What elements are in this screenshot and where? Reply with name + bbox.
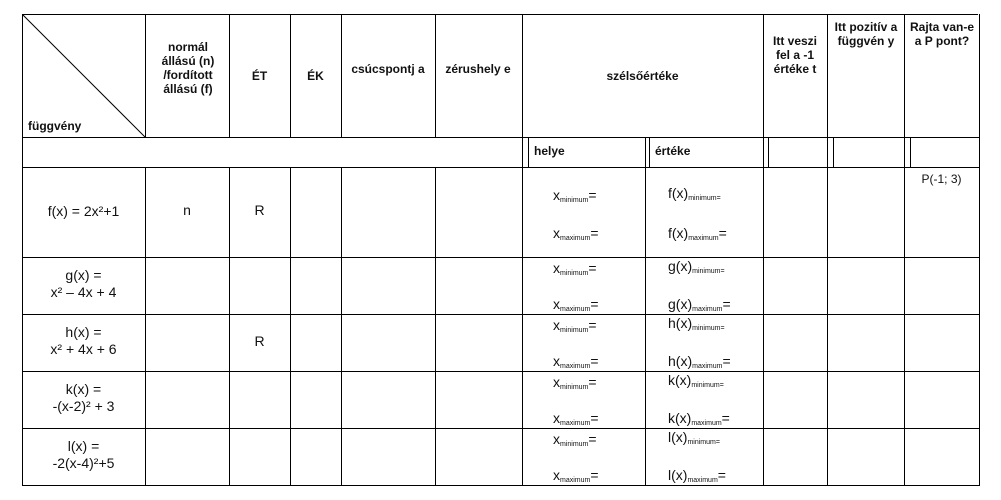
header-minus-one: Itt veszi fel a -1 értéke t [772, 34, 817, 76]
body-line-7 [645, 167, 646, 485]
row-3-f-maximum: $h(x)_{maximum}=$ [668, 353, 731, 370]
sub-line-1 [522, 137, 523, 167]
row-1-f-maximum: $f(x)_{maximum}=$ [668, 225, 727, 242]
row-3-et: R [254, 332, 265, 349]
body-line-3 [290, 167, 291, 485]
row-1-et: R [254, 202, 265, 218]
header-ek: ÉK [307, 69, 324, 83]
row-5-formula-line1: l(x) = [67, 438, 100, 454]
row-5-x-minimum: $x_{minimum}=$ [553, 431, 597, 448]
header-p-pont: Rajta van-e a P pont? [909, 20, 975, 48]
row-1-x-minimum: $x_{minimum}=$ [553, 187, 597, 204]
header-fuggveny: függvény [28, 119, 82, 133]
row-4-f-minimum: $k(x)_{minimum=}$ [668, 372, 724, 389]
row-2-f-minimum: $g(x)_{minimum=}$ [668, 258, 725, 275]
row-1-p-value: P(-1; 3) [921, 172, 962, 186]
body-line-4 [341, 167, 342, 485]
header-divider [22, 137, 980, 138]
row-3-x-minimum: $x_{minimum}=$ [553, 317, 597, 334]
body-line-6 [522, 167, 523, 485]
sub-line-7 [827, 137, 828, 167]
header-pozitiv: Itt pozitív a függvén y [834, 20, 898, 48]
row-2-x-minimum: $x_{minimum}=$ [553, 260, 597, 277]
col-line-5 [435, 14, 436, 137]
body-line-10 [904, 167, 905, 485]
sub-line-9 [904, 137, 905, 167]
row-divider-1 [22, 257, 980, 258]
header-csucspont: csúcspontj a [351, 62, 425, 76]
sub-line-6 [768, 137, 769, 167]
sub-line-2 [528, 137, 529, 167]
col-line-7 [763, 14, 764, 137]
row-4-formula-line1: k(x) = [65, 381, 102, 397]
row-5-f-minimum: $l(x)_{minimum=}$ [668, 429, 720, 446]
row-1-allas: n [183, 202, 191, 218]
sub-line-4 [649, 137, 650, 167]
row-1-formula: f(x) = 2x²+1 [47, 203, 120, 219]
body-line-8 [763, 167, 764, 485]
row-3-formula-line2: x² + 4x + 6 [50, 341, 117, 357]
body-line-9 [827, 167, 828, 485]
row-divider-4 [22, 428, 980, 429]
table-border-top [22, 14, 978, 15]
row-5-f-maximum: $l(x)_{maximum}=$ [668, 467, 726, 484]
row-2-f-maximum: $g(x)_{maximum}=$ [668, 296, 731, 313]
header-et: ÉT [251, 69, 268, 83]
col-line-9 [904, 14, 905, 137]
row-2-formula-line1: g(x) = [65, 267, 102, 283]
sub-line-5 [763, 137, 764, 167]
row-3-f-minimum: $h(x)_{minimum=}$ [668, 315, 725, 332]
table-border-right [979, 14, 980, 485]
row-divider-2 [22, 314, 980, 315]
row-5-x-maximum: $x_{maximum}=$ [553, 467, 599, 484]
row-2-formula-line2: x² – 4x + 4 [50, 284, 117, 300]
row-5-formula-line2: -2(x-4)²+5 [52, 455, 115, 471]
subheader-erteke: értéke [655, 144, 691, 158]
col-line-4 [341, 14, 342, 137]
row-4-formula-line2: -(x-2)² + 3 [52, 398, 115, 414]
row-divider-3 [22, 371, 980, 372]
row-3-x-maximum: $x_{maximum}=$ [553, 353, 599, 370]
body-line-5 [435, 167, 436, 485]
subheader-divider [22, 167, 980, 168]
subheader-helye: helye [534, 144, 565, 158]
sub-line-8 [833, 137, 834, 167]
col-line-8 [827, 14, 828, 137]
header-zerushely: zérushely e [445, 62, 511, 76]
row-1-f-minimum: $f(x)_{minimum=}$ [668, 185, 721, 202]
header-allas: normál állású (n) /fordított állású (f) [161, 40, 215, 96]
sub-line-10 [910, 137, 911, 167]
sub-line-3 [645, 137, 646, 167]
row-3-formula-line1: h(x) = [65, 324, 102, 340]
row-4-x-maximum: $x_{maximum}=$ [553, 410, 599, 427]
row-4-x-minimum: $x_{minimum}=$ [553, 374, 597, 391]
row-4-f-maximum: $k(x)_{maximum}=$ [668, 410, 730, 427]
row-1-x-maximum: $x_{maximum}=$ [553, 225, 599, 242]
header-szelsoertek: szélsőértéke [606, 69, 679, 83]
row-2-x-maximum: $x_{maximum}=$ [553, 296, 599, 313]
table-border-bottom [22, 485, 980, 486]
